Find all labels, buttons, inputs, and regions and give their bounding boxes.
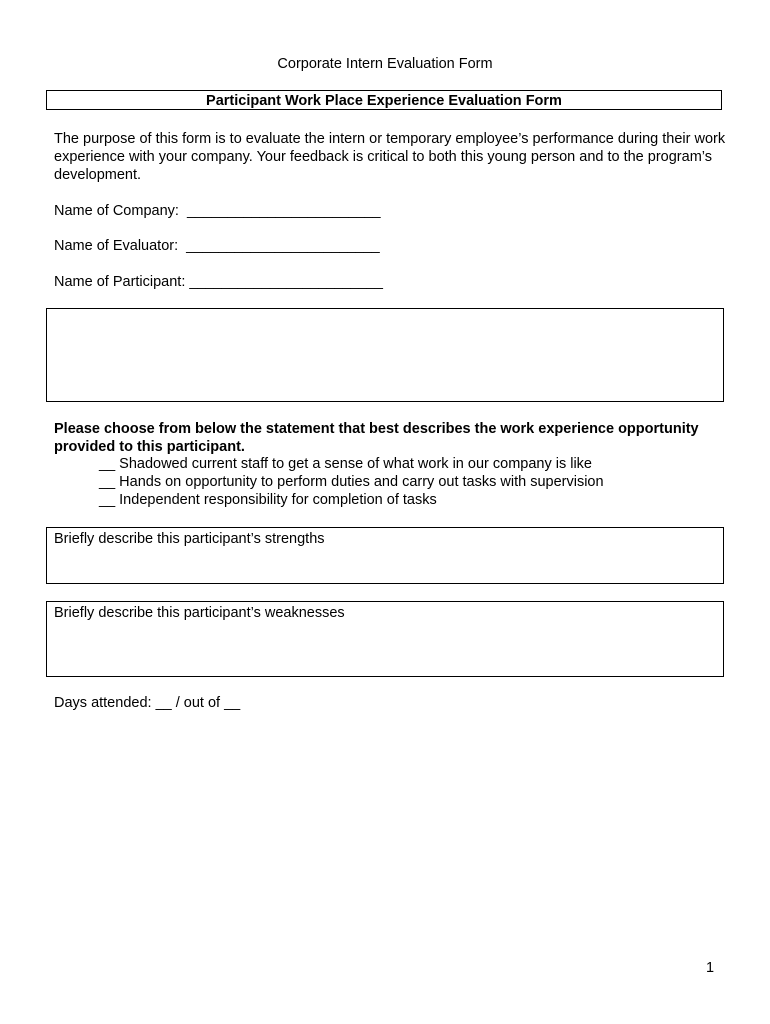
days-attended-field[interactable]: Days attended: __ / out of __ (54, 695, 241, 711)
strengths-label: Briefly describe this participant’s strengths (54, 531, 325, 547)
option-hands-on[interactable]: __ Hands on opportunity to perform duties and carry out tasks with supervision (99, 474, 604, 490)
evaluator-name-field[interactable]: Name of Evaluator: ________________________ (54, 238, 380, 254)
page-number: 1 (706, 960, 715, 976)
option-shadowed[interactable]: __ Shadowed current staff to get a sense of what work in our company is like (99, 456, 592, 472)
strengths-box[interactable] (46, 527, 724, 584)
document-title: Corporate Intern Evaluation Form (277, 56, 493, 72)
choice-options-list (99, 455, 604, 509)
blank-entry-box[interactable] (46, 308, 724, 402)
choice-heading: Please choose from below the statement that best describes the work experience opportunity provided to this participant. (54, 421, 699, 455)
weaknesses-label: Briefly describe this participant’s weaknesses (54, 605, 345, 621)
weaknesses-box[interactable] (46, 601, 724, 677)
form-title: Participant Work Place Experience Evaluation Form (46, 90, 722, 110)
option-independent[interactable]: __ Independent responsibility for completion of tasks (99, 492, 437, 508)
company-name-field[interactable]: Name of Company: ________________________ (54, 203, 381, 219)
participant-name-field[interactable]: Name of Participant: ________________________ (54, 274, 383, 290)
intro-paragraph: The purpose of this form is to evaluate the intern or temporary employee’s performance during their work experience with your company. Your feedback is critical to both this young person and to the program’s development. (54, 131, 726, 183)
